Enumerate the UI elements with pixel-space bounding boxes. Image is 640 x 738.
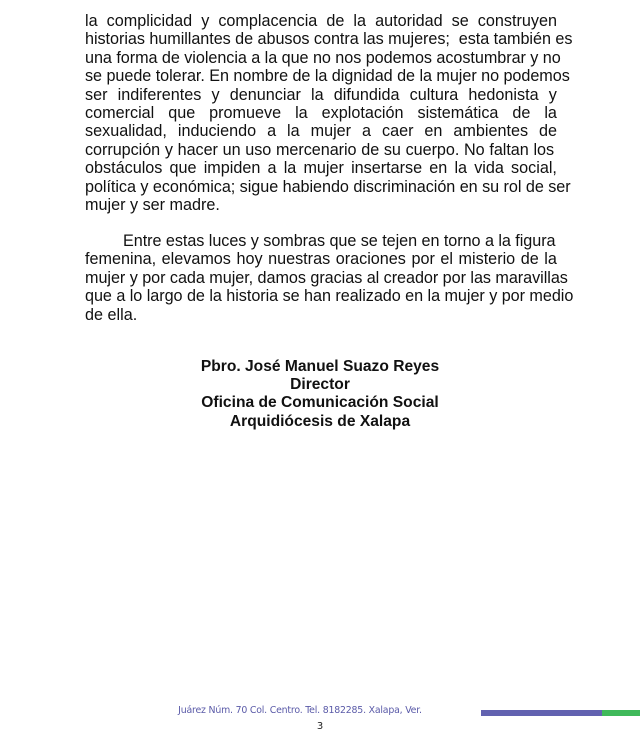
word: femenina,	[85, 250, 157, 269]
footer-bar-accent	[602, 710, 640, 716]
word: impiden	[203, 159, 261, 178]
line-text: se puede tolerar. En nombre de la dignidad de la mujer no podemos	[85, 67, 570, 86]
line-text: una forma de violencia a la que no nos podemos acostumbrar y no	[85, 48, 561, 67]
word: mujer	[303, 159, 344, 178]
word: que	[169, 159, 197, 178]
word: construyen	[477, 12, 557, 30]
word: en	[429, 159, 448, 178]
word: la	[454, 159, 468, 178]
word: a	[362, 122, 372, 141]
word: elevamos	[161, 250, 231, 269]
text-line	[85, 122, 557, 140]
signature-office: Oficina de Comunicación Social	[201, 394, 439, 412]
text-line	[85, 250, 557, 268]
word: complicidad	[106, 12, 193, 30]
text-line-last: de ella.	[85, 305, 138, 324]
word: la	[353, 12, 367, 30]
word: comercial	[85, 103, 155, 122]
line-text: Entre estas luces y sombras que se tejen en torno a la figura	[123, 232, 556, 250]
word: el	[440, 250, 453, 269]
word: la	[287, 122, 300, 141]
line-text: historias humillantes de abusos contra las mujeres; esta también es	[85, 30, 573, 49]
text-line	[85, 30, 573, 49]
word: vida	[474, 159, 504, 178]
word: promueve	[209, 103, 282, 122]
word: a	[267, 122, 277, 141]
word: y	[201, 12, 210, 30]
text-line	[85, 12, 557, 30]
word: difundida	[333, 85, 400, 104]
signature-name: Pbro. José Manuel Suazo Reyes	[200, 358, 440, 375]
word: sistemática	[417, 103, 499, 122]
word: social,	[511, 159, 557, 178]
signature-organization: Arquidiócesis de Xalapa	[229, 412, 411, 430]
word: denunciar	[229, 85, 301, 104]
word: induciendo	[177, 122, 257, 141]
word: hoy	[236, 250, 263, 269]
signature-block	[0, 358, 640, 431]
text-line	[85, 159, 557, 177]
footer-address: Juárez Núm. 70 Col. Centro. Tel. 8182285. Xalapa, Ver.	[178, 705, 422, 716]
word: que	[168, 103, 196, 122]
text-line	[85, 232, 557, 250]
word: la	[283, 159, 297, 178]
word: autoridad	[375, 12, 443, 30]
word: en	[424, 122, 443, 141]
word: mujer	[310, 122, 352, 141]
word: la	[544, 103, 557, 122]
word: oraciones	[335, 250, 406, 269]
word: ambientes	[453, 122, 529, 141]
word: sexualidad,	[85, 122, 167, 141]
word: y	[548, 85, 557, 104]
word: de	[512, 103, 531, 122]
paragraph-2	[85, 232, 574, 324]
word: explotación	[321, 103, 404, 122]
text-line	[85, 104, 557, 122]
paragraph-1	[85, 12, 573, 214]
word: nuestras	[268, 250, 331, 269]
word: de	[520, 250, 539, 269]
word: se	[451, 12, 469, 30]
word: caer	[381, 122, 414, 141]
word: ser	[85, 85, 108, 104]
word: la	[295, 103, 308, 122]
text-line	[85, 268, 568, 287]
word: complacencia	[218, 12, 318, 30]
word: a	[267, 159, 277, 178]
text-line	[85, 67, 570, 86]
text-line	[85, 141, 557, 159]
line-text: política y económica; sigue habiendo discriminación en su rol de ser	[85, 177, 571, 196]
word: la	[311, 85, 324, 104]
footer-bar-primary	[481, 710, 602, 716]
word: obstáculos	[85, 159, 163, 178]
text-line-last: mujer y ser madre.	[85, 195, 220, 214]
text-line	[85, 86, 557, 104]
word: insertarse	[351, 159, 423, 178]
word: y	[211, 85, 220, 104]
word: indiferentes	[117, 85, 202, 104]
line-text: que a lo largo de la historia se han realizado en la mujer y por medio	[85, 287, 574, 306]
word: por	[411, 250, 435, 269]
word: de	[326, 12, 345, 30]
word: la	[85, 12, 98, 30]
word: cultura	[409, 85, 459, 104]
word: misterio	[458, 250, 516, 269]
word: de	[538, 122, 557, 141]
line-text: mujer y por cada mujer, damos gracias al creador por las maravillas	[85, 268, 568, 287]
word: hedonista	[468, 85, 539, 104]
signature-title: Director	[290, 376, 350, 394]
word: la	[544, 250, 557, 269]
text-line	[85, 287, 574, 306]
text-line	[85, 48, 561, 67]
line-text: corrupción y hacer un uso mercenario de su cuerpo. No faltan los	[85, 140, 554, 159]
page-number: 3	[316, 721, 324, 732]
text-line	[85, 177, 571, 196]
